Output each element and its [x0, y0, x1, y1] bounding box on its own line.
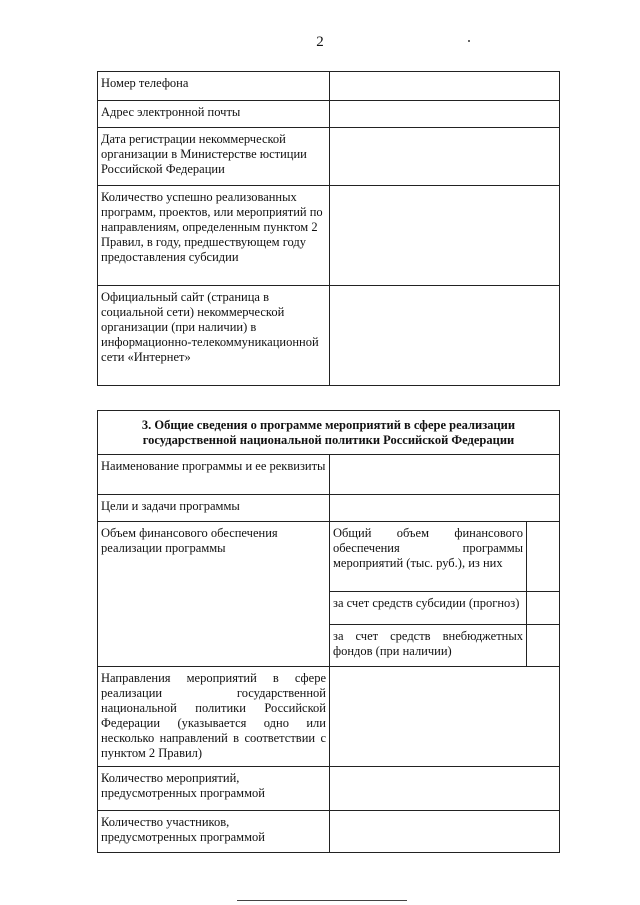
value-cell-email[interactable] — [330, 101, 560, 128]
page-bottom-edge — [237, 900, 407, 901]
section-title-line-1: 3. Общие сведения о программе мероприятий в сфере реализации — [141, 418, 516, 432]
value-cell-goals[interactable] — [330, 495, 560, 522]
table-row — [98, 286, 560, 386]
table-row — [98, 186, 560, 286]
row-label-email: Адрес электронной почты — [98, 101, 330, 128]
table-row — [98, 522, 560, 592]
value-cell-program-name[interactable] — [330, 455, 560, 495]
table-row — [98, 455, 560, 495]
value-cell-funding-extra[interactable] — [527, 625, 560, 667]
program-info-table — [97, 410, 560, 853]
row-label-participants-count: Количество участников, предусмотренных программой — [98, 811, 330, 853]
row-label-registration-date: Дата регистрации некоммерческой организации в Министерстве юстиции Российской Федерации — [98, 128, 330, 186]
row-label-website: Официальный сайт (страница в социальной сети) некоммерческой организации (при наличии) в информационно-телекоммуникационной сети «Интернет» — [98, 286, 330, 386]
funding-total-label: Общий объем финансового обеспечения программы мероприятий (тыс. руб.), из них — [330, 522, 527, 592]
section-title-line-2: государственной национальной политики Российской Федерации — [142, 433, 515, 447]
value-cell-website[interactable] — [330, 286, 560, 386]
funding-extra-label: за счет средств внебюджетных фондов (при наличии) — [330, 625, 527, 667]
row-label-funding: Объем финансового обеспечения реализации программы — [98, 522, 330, 667]
row-label-implemented-programs: Количество успешно реализованных программ, проектов, или мероприятий по направлениям, определенным пунктом 2 Правил, в году, предшествующем году предоставления субсидии — [98, 186, 330, 286]
table-row — [98, 667, 560, 767]
value-cell-funding-total[interactable] — [527, 522, 560, 592]
section-title — [98, 411, 560, 455]
table-row — [98, 72, 560, 101]
value-cell-phone[interactable] — [330, 72, 560, 101]
table-row — [98, 128, 560, 186]
row-label-events-count: Количество мероприятий, предусмотренных программой — [98, 767, 330, 811]
value-cell-events-count[interactable] — [330, 767, 560, 811]
row-label-phone: Номер телефона — [98, 72, 330, 101]
row-label-goals: Цели и задачи программы — [98, 495, 330, 522]
table-row — [98, 767, 560, 811]
funding-subsidy-label: за счет средств субсидии (прогноз) — [330, 592, 527, 625]
value-cell-participants-count[interactable] — [330, 811, 560, 853]
section-title-row — [98, 411, 560, 455]
table-row — [98, 495, 560, 522]
organization-info-table — [97, 71, 560, 386]
table-row — [98, 101, 560, 128]
value-cell-registration-date[interactable] — [330, 128, 560, 186]
page-number: 2 — [316, 34, 324, 50]
row-label-program-name: Наименование программы и ее реквизиты — [98, 455, 330, 495]
value-cell-directions[interactable] — [330, 667, 560, 767]
scan-speck — [468, 40, 470, 42]
value-cell-funding-subsidy[interactable] — [527, 592, 560, 625]
row-label-directions: Направления мероприятий в сфере реализации государственной национальной политики Российской Федерации (указывается одно или несколько направлений в соответствии с пунктом 2 Правил) — [98, 667, 330, 767]
value-cell-implemented-programs[interactable] — [330, 186, 560, 286]
table-row — [98, 811, 560, 853]
